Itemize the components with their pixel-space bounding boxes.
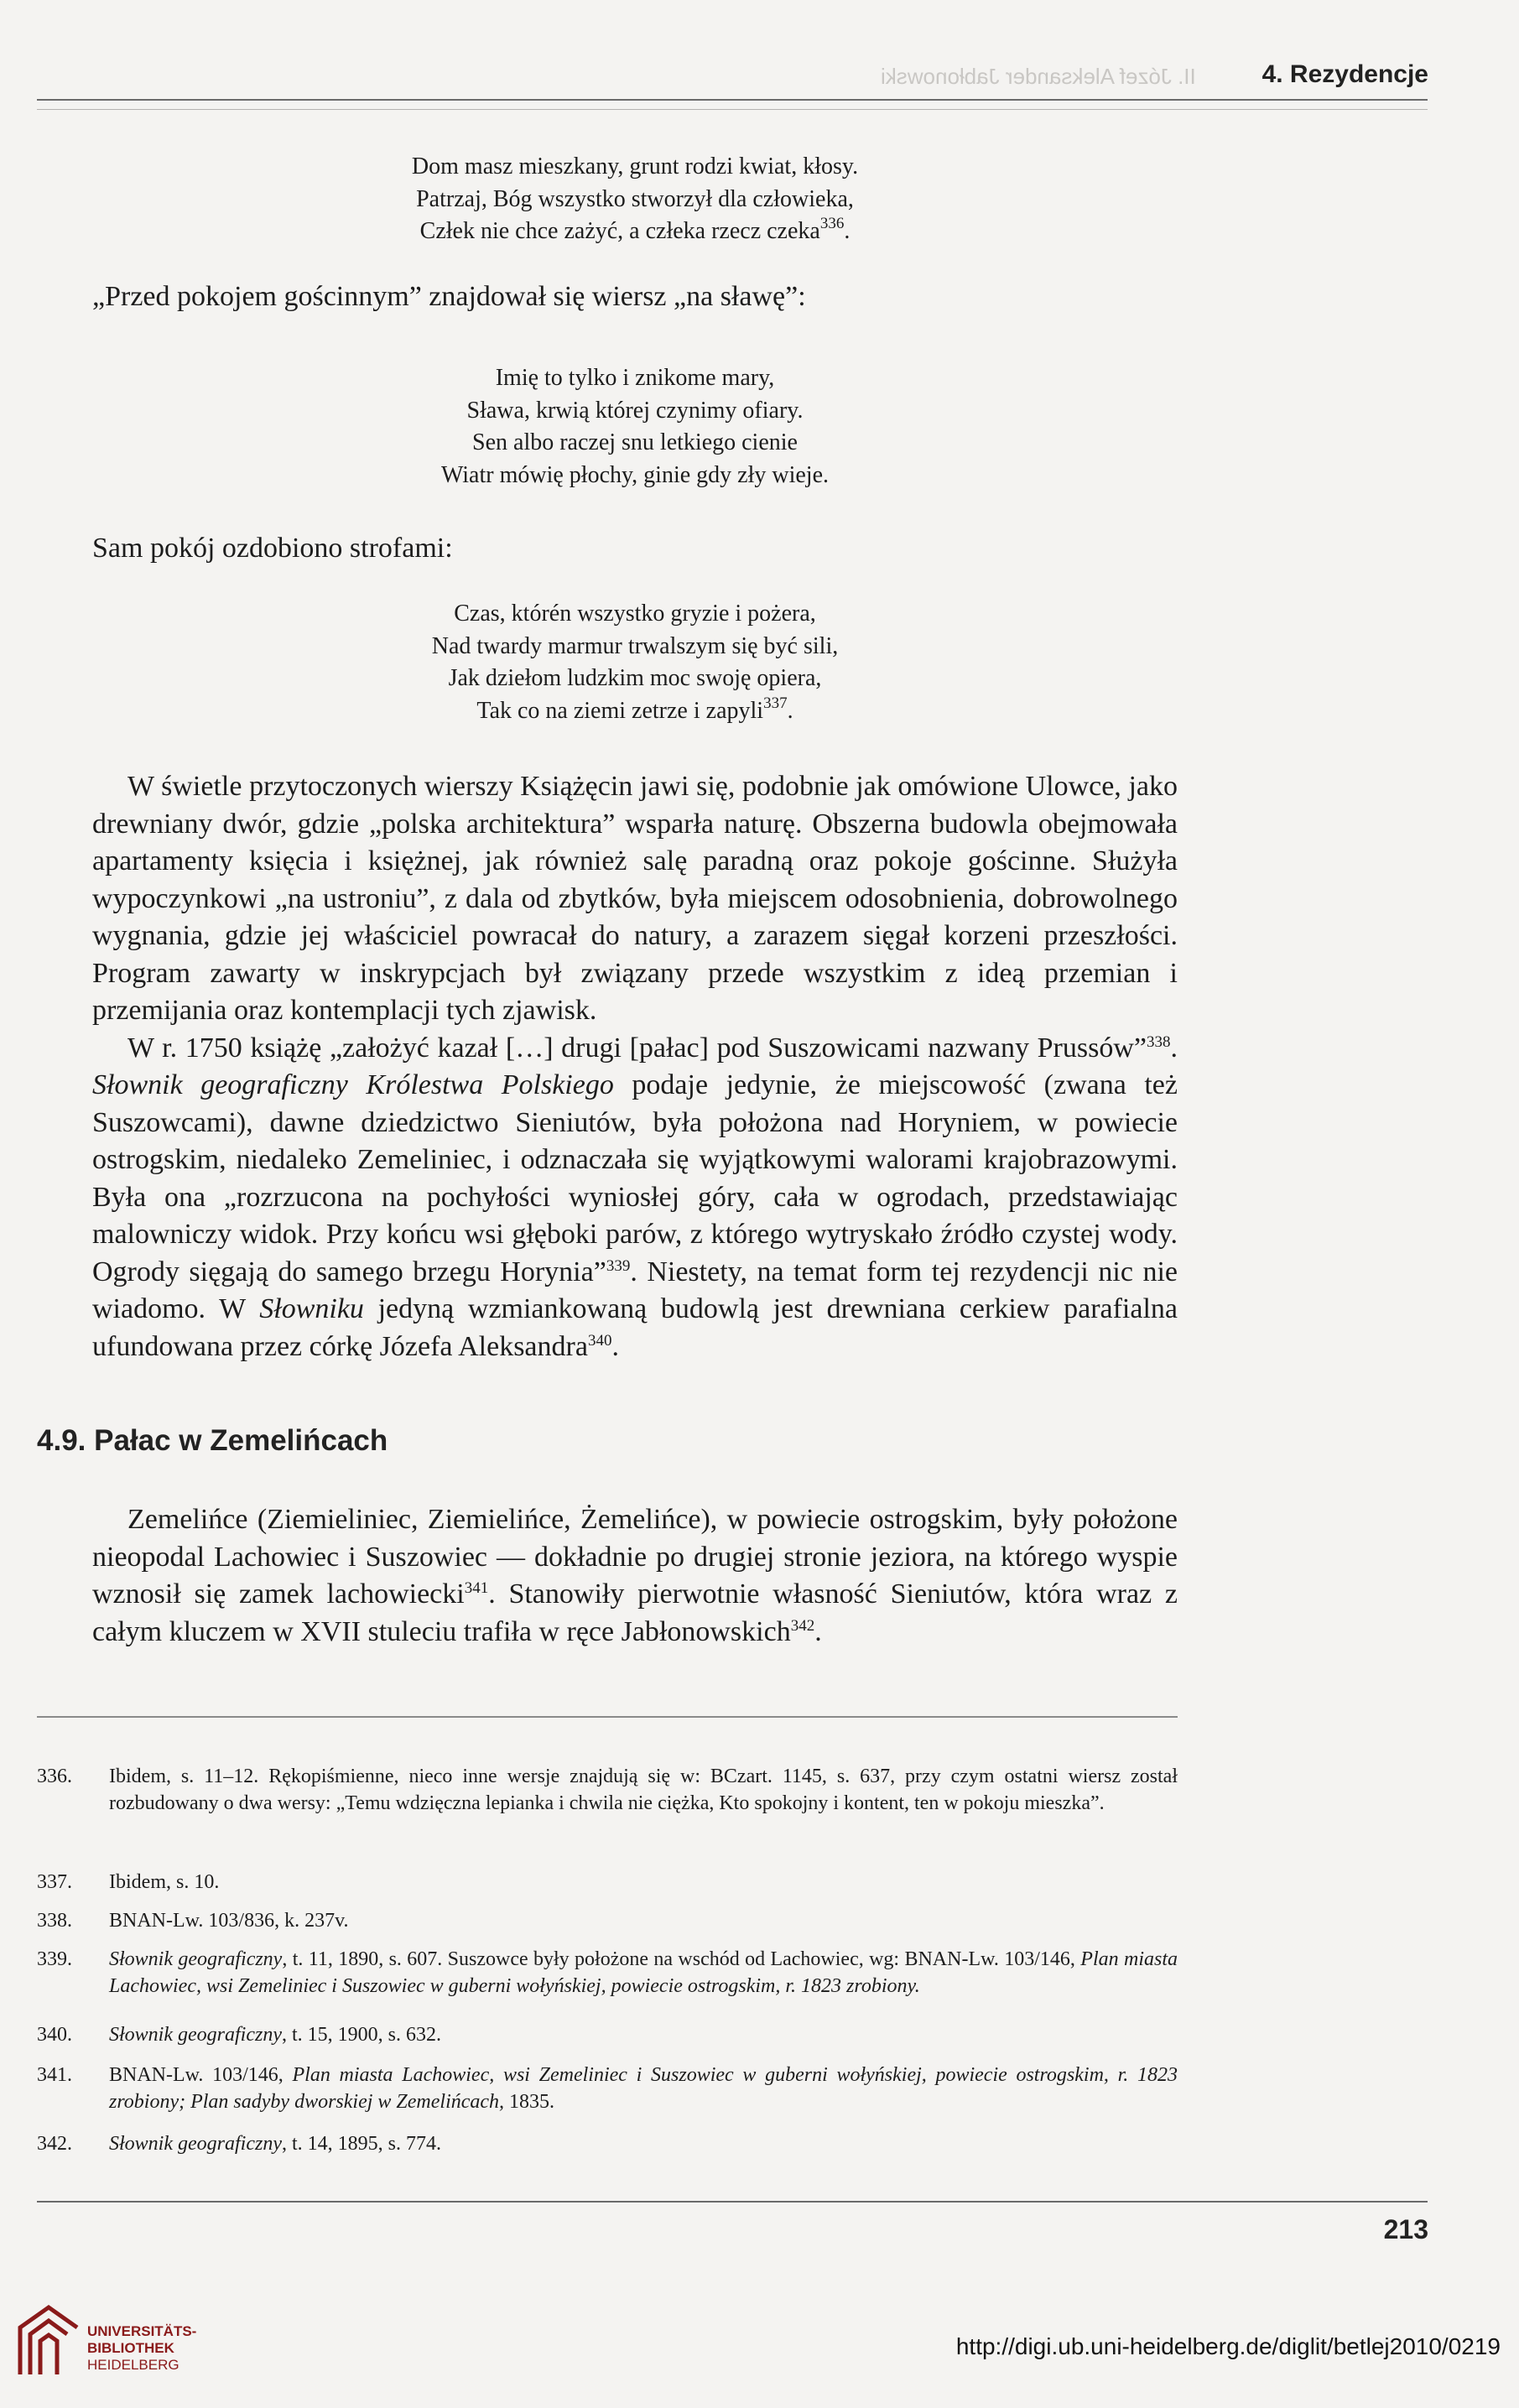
- verse-line: Wiatr mówię płochy, ginie gdy zły wieje.: [440, 461, 830, 488]
- footnote: [37, 1763, 1178, 1817]
- footnote-text: Ibidem, s. 10.: [109, 1871, 220, 1893]
- verse-block-2: [92, 362, 1178, 491]
- paragraph-intro: „Przed pokojem gościnnym” znajdował się wiersz „na sławę”:: [92, 281, 806, 312]
- footnote-text: BNAN-Lw. 103/146, Plan miasta Lachowiec, wsi Zemeliniec i Suszowiec w guberni wołyńskiej, powiecie ostrogskim, r. 1823 zrobiony; Plan sadyby dworskiej w Zemelińcach, 1835.: [109, 2064, 1178, 2113]
- footnote-number: 336.: [37, 1766, 72, 1787]
- footnote: [37, 1907, 1178, 1934]
- verse-line: Imię to tylko i znikome mary,: [495, 365, 775, 391]
- verse-block-3: [92, 598, 1178, 727]
- section-heading: 4.9. Pałac w Zemelińcach: [37, 1424, 388, 1457]
- footnote: [37, 2062, 1178, 2115]
- verse-line: Człek nie chce zażyć, a człeka rzecz czeka$^{336}$.: [419, 215, 851, 244]
- body-text: [92, 768, 1178, 1365]
- footnote-text: Ibidem, s. 11–12. Rękopiśmienne, nieco inne wersje znajdują się w: BCzart. 1145, s. 637, przy czym ostatni wiersz został rozbudowany o dwa wersy: „Temu wdzięczna lepianka i chwila nie ciężka, Kto spokojny i kontent, ten w pokoju mieszka”.: [109, 1766, 1178, 1814]
- footnote: [37, 1946, 1178, 2000]
- footnote-ref[interactable]: 342: [790, 1616, 815, 1635]
- footnote-number: 338.: [37, 1910, 72, 1932]
- library-logo-icon: [15, 2302, 82, 2378]
- footnote-rule: [37, 1716, 1178, 1718]
- footnote-number: 342.: [37, 2133, 72, 2155]
- verse-line: Sen albo raczej snu letkiego cienie: [472, 429, 798, 455]
- page-number: 213: [1383, 2214, 1428, 2244]
- header-rule: [37, 99, 1428, 101]
- verse-line: Dom masz mieszkany, grunt rodzi kwiat, kłosy.: [411, 153, 859, 179]
- footnote-text: Słownik geograficzny, t. 15, 1900, s. 632.: [109, 2024, 441, 2046]
- library-name: UNIVERSITÄTS- BIBLIOTHEK HEIDELBERG: [87, 2323, 197, 2373]
- footnote-ref[interactable]: 337: [763, 694, 788, 712]
- footer-rule: [37, 2201, 1428, 2203]
- footnote-text: Słownik geograficzny, t. 14, 1895, s. 774.: [109, 2133, 441, 2155]
- running-header: 4. Rezydencje: [1261, 60, 1428, 88]
- paragraph: Zemelińce (Ziemieliniec, Ziemielińce, Żemelińce), w powiecie ostrogskim, były położone nieopodal Lachowiec i Suszowiec — dokładnie po drugiej stronie jeziora, na którego wyspie wznosił się zamek lachowiecki$^{341}$. Stanowiły pierwotnie własność Sieniutów, która wraz z całym kluczem w XVII stuleciu trafiła w ręce Jabłonowskich$^{342}$.: [92, 1504, 1178, 1647]
- verse-line: Tak co na ziemi zetrze i zapyli$^{337}$.: [476, 694, 793, 724]
- paragraph: W świetle przytoczonych wierszy Książęcin jawi się, podobnie jak omówione Ulowce, jako drewniany dwór, gdzie „polska architektura” wsparła naturę. Obszerna budowla obejmowała apartamenty księcia i księżnej, jak również salę paradną oraz pokoje gościnne. Służyła wypoczynkowi „na ustroniu”, z dala od zbytków, była miejscem odosobnienia, dobrowolnego wygnania, gdzie jej właściciel powracał do natury, a zarazem sięgał korzeni przeszłości. Program zawarty w inskrypcjach był związany przede wszystkim z ideą przemian i przemijania oraz kontemplacji tych zjawisk.: [92, 771, 1178, 1026]
- body-text-section: [92, 1501, 1178, 1651]
- footnote: [37, 2130, 1178, 2157]
- paragraph: W r. 1750 książę „założyć kazał […] drugi [pałac] pod Suszowicami nazwany Prussów”$^{338}$. Słownik geograficzny Królestwa Polskiego podaje jedynie, że miejscowość (zwana też Suszowcami), dawne dziedzictwo Sieniutów, była położona nad Horyniem, w powiecie ostrogskim, niedaleko Zemeliniec, i odznaczała się wyjątkowymi walorami krajobrazowymi. Była ona „rozrzucona na pochyłości wyniosłej góry, cała w ogrodach, przedstawiając malowniczy widok. Przy końcu wsi głęboki parów, z którego wytryskało źródło czystej wody. Ogrody sięgają do samego brzegu Horynia”$^{339}$. Niestety, na temat form tej rezydencji nic nie wiadomo. W Słowniku jedyną wzmiankowaną budowlą jest drewniana cerkiew parafialna ufundowana przez córkę Józefa Aleksandra$^{340}$.: [92, 1032, 1178, 1362]
- footnote-text: Słownik geograficzny, t. 11, 1890, s. 607. Suszowce były położone na wschód od Lachowiec, wg: BNAN-Lw. 103/146, Plan miasta Lachowiec, wsi Zemeliniec i Suszowiec w guberni wołyńskiej, powiecie ostrogskim, r. 1823 zrobiony.: [109, 1948, 1178, 1997]
- footnote-text: BNAN-Lw. 103/836, k. 237v.: [109, 1910, 349, 1932]
- footnote-number: 337.: [37, 1871, 72, 1893]
- footnote-ref[interactable]: 338: [1147, 1032, 1171, 1051]
- footnote-number: 340.: [37, 2024, 72, 2046]
- footnote: [37, 1869, 1178, 1896]
- footnote-number: 341.: [37, 2064, 72, 2086]
- footnote: [37, 2021, 1178, 2048]
- verse-line: Patrzaj, Bóg wszystko stworzył dla człowieka,: [416, 185, 854, 212]
- paragraph-room: Sam pokój ozdobiono strofami:: [92, 533, 453, 564]
- footnote-ref[interactable]: 336: [819, 215, 845, 232]
- verse-line: Czas, którén wszystko gryzie i pożera,: [454, 601, 816, 627]
- footnote-number: 339.: [37, 1948, 72, 1970]
- source-url-link[interactable]: http://digi.ub.uni-heidelberg.de/diglit/betlej2010/0219: [955, 2333, 1501, 2359]
- verse-block-1: [92, 151, 1178, 248]
- header-rule-secondary: [37, 109, 1428, 110]
- footnote-ref[interactable]: 341: [464, 1579, 489, 1597]
- verse-line: Nad twardy marmur trwalszym się być sili,: [431, 632, 839, 659]
- verse-line: Jak dziełom ludzkim moc swoję opiera,: [448, 665, 822, 691]
- footnote-ref[interactable]: 340: [587, 1331, 612, 1350]
- footnote-ref[interactable]: 339: [606, 1256, 631, 1275]
- verse-line: Sława, krwią której czynimy ofiary.: [466, 397, 804, 424]
- bleed-through-text: II. Józef Aleksander Jabłonowski: [881, 64, 1196, 89]
